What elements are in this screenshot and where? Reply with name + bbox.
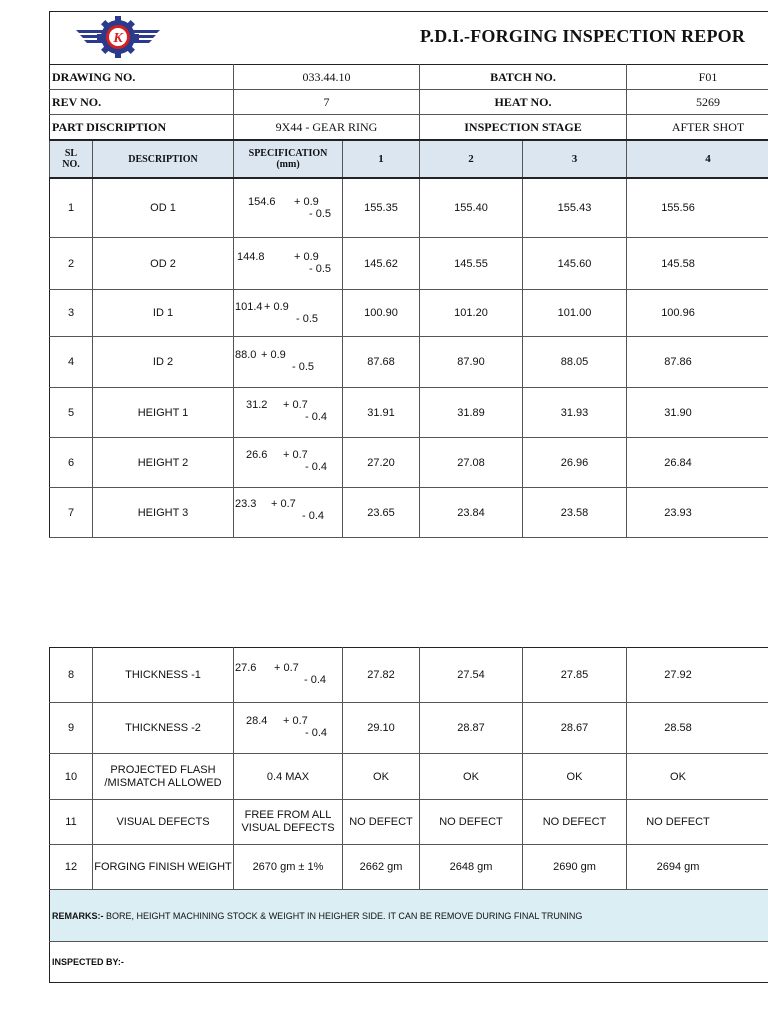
- row-sample-2: 23.84: [420, 488, 523, 538]
- row-sample-4: 87.86: [627, 337, 768, 388]
- spec-minus-tol: - 0.4: [305, 461, 328, 473]
- row-sample-3: 27.85: [523, 648, 627, 703]
- spec-minus-tol: - 0.5: [296, 313, 319, 325]
- col-header-specification: SPECIFICATION (mm): [234, 140, 343, 178]
- row-sample-3: OK: [523, 754, 627, 800]
- row-description: ID 2: [93, 337, 234, 388]
- row-sample-2: 27.08: [420, 438, 523, 488]
- row-sl: 1: [50, 178, 93, 238]
- row-sample-3: 31.93: [523, 388, 627, 438]
- spec-nominal: 26.6: [246, 449, 268, 461]
- part-description-label: PART DISCRIPTION: [50, 115, 234, 141]
- table-row: [50, 800, 768, 845]
- table-row: [50, 648, 768, 703]
- row-description: OD 2: [93, 238, 234, 290]
- remarks-label: REMARKS:-: [52, 910, 104, 921]
- row-sl: 6: [50, 438, 93, 488]
- spec-nominal: 144.8: [237, 251, 265, 263]
- report-header: [49, 12, 768, 64]
- row-specification: [234, 488, 343, 538]
- spec-plus-tol: + 0.9: [261, 349, 286, 361]
- row-specification: [234, 703, 343, 754]
- row-sl: 7: [50, 488, 93, 538]
- row-sample-2: 101.20: [420, 290, 523, 337]
- table-row: [50, 337, 768, 388]
- row-description: THICKNESS -1: [93, 648, 234, 703]
- row-sample-1: 100.90: [343, 290, 420, 337]
- row-description: ID 1: [93, 290, 234, 337]
- table-row: [50, 488, 768, 538]
- spec-minus-tol: - 0.4: [305, 411, 328, 423]
- row-specification: 0.4 MAX: [234, 754, 343, 800]
- row-sample-1: 29.10: [343, 703, 420, 754]
- row-sl: 10: [50, 754, 93, 800]
- row-description: OD 1: [93, 178, 234, 238]
- spec-minus-tol: - 0.5: [309, 263, 332, 275]
- spec-nominal: 88.0: [235, 349, 257, 361]
- row-sample-1: 145.62: [343, 238, 420, 290]
- row-sample-1: 2662 gm: [343, 845, 420, 890]
- heat-no-value: 5269: [627, 90, 768, 115]
- row-sample-4: NO DEFECT: [627, 800, 768, 845]
- row-sample-2: 155.40: [420, 178, 523, 238]
- spec-plus-tol: + 0.9: [294, 251, 319, 263]
- row-sample-1: NO DEFECT: [343, 800, 420, 845]
- spec-minus-tol: - 0.5: [309, 208, 332, 220]
- company-logo: [74, 16, 162, 58]
- col-header-sample-1: 1: [343, 140, 420, 178]
- spec-plus-tol: + 0.9: [264, 301, 289, 313]
- table-row: [50, 845, 768, 890]
- spec-nominal: 28.4: [246, 715, 268, 727]
- row-sample-4: 145.58: [627, 238, 768, 290]
- row-sample-1: 27.20: [343, 438, 420, 488]
- spec-minus-tol: - 0.4: [305, 727, 328, 739]
- inspection-stage-value: AFTER SHOT: [627, 115, 768, 141]
- row-sample-3: 101.00: [523, 290, 627, 337]
- row-sl: 12: [50, 845, 93, 890]
- row-sl: 9: [50, 703, 93, 754]
- row-sample-3: 28.67: [523, 703, 627, 754]
- drawing-no-value: 033.44.10: [234, 65, 420, 90]
- spec-plus-tol: + 0.7: [283, 399, 308, 411]
- table-row: [50, 290, 768, 337]
- row-description: THICKNESS -2: [93, 703, 234, 754]
- spec-plus-tol: + 0.9: [294, 196, 319, 208]
- row-description: HEIGHT 3: [93, 488, 234, 538]
- row-description: HEIGHT 1: [93, 388, 234, 438]
- row-specification: [234, 648, 343, 703]
- spec-nominal: 23.3: [235, 498, 257, 510]
- row-sample-3: 26.96: [523, 438, 627, 488]
- row-sample-4: 26.84: [627, 438, 768, 488]
- table-row: [50, 178, 768, 238]
- spec-nominal: 101.4: [235, 301, 263, 313]
- row-sample-3: 23.58: [523, 488, 627, 538]
- row-sample-4: 28.58: [627, 703, 768, 754]
- batch-no-value: F01: [627, 65, 768, 90]
- row-specification: [234, 337, 343, 388]
- row-sample-2: 28.87: [420, 703, 523, 754]
- row-specification: [234, 238, 343, 290]
- spec-plus-tol: + 0.7: [283, 715, 308, 727]
- row-description: VISUAL DEFECTS: [93, 800, 234, 845]
- col-header-sample-2: 2: [420, 140, 523, 178]
- row-sample-3: 155.43: [523, 178, 627, 238]
- spec-minus-tol: - 0.4: [302, 510, 325, 522]
- rev-no-value: 7: [234, 90, 420, 115]
- row-sample-3: 88.05: [523, 337, 627, 388]
- row-sample-1: 23.65: [343, 488, 420, 538]
- row-sample-2: 145.55: [420, 238, 523, 290]
- remarks-cell: [50, 890, 768, 942]
- inspected-by-label: INSPECTED BY:-: [50, 942, 768, 983]
- row-sample-3: 2690 gm: [523, 845, 627, 890]
- row-sample-1: 27.82: [343, 648, 420, 703]
- spec-nominal: 154.6: [248, 196, 276, 208]
- col-header-sample-4: 4: [627, 140, 768, 178]
- inspection-stage-label: INSPECTION STAGE: [420, 115, 627, 141]
- row-specification: FREE FROM ALL VISUAL DEFECTS: [234, 800, 343, 845]
- table-row: [50, 754, 768, 800]
- spec-minus-tol: - 0.5: [292, 361, 315, 373]
- col-header-sl: SL NO.: [50, 140, 93, 178]
- row-specification: [234, 178, 343, 238]
- row-sample-1: OK: [343, 754, 420, 800]
- spec-minus-tol: - 0.4: [304, 674, 327, 686]
- spec-nominal: 27.6: [235, 662, 257, 674]
- col-header-sample-3: 3: [523, 140, 627, 178]
- rev-no-label: REV NO.: [50, 90, 234, 115]
- logo-letter: K: [113, 31, 123, 46]
- inspection-table-bottom: [49, 647, 768, 983]
- remarks-text: BORE, HEIGHT MACHINING STOCK & WEIGHT IN HEIGHER SIDE. IT CAN BE REMOVE DURING FINAL TRUNING: [103, 910, 583, 921]
- row-sl: 2: [50, 238, 93, 290]
- spec-plus-tol: + 0.7: [271, 498, 296, 510]
- spec-plus-tol: + 0.7: [274, 662, 299, 674]
- row-sample-2: NO DEFECT: [420, 800, 523, 845]
- table-row: [50, 238, 768, 290]
- row-sample-2: 31.89: [420, 388, 523, 438]
- row-sample-1: 87.68: [343, 337, 420, 388]
- row-sl: 5: [50, 388, 93, 438]
- spec-plus-tol: + 0.7: [283, 449, 308, 461]
- row-sample-4: 155.56: [627, 178, 768, 238]
- row-specification: [234, 290, 343, 337]
- row-sl: 4: [50, 337, 93, 388]
- row-description: FORGING FINISH WEIGHT: [93, 845, 234, 890]
- row-sample-3: 145.60: [523, 238, 627, 290]
- row-sample-2: 87.90: [420, 337, 523, 388]
- part-description-value: 9X44 - GEAR RING: [234, 115, 420, 141]
- row-sl: 11: [50, 800, 93, 845]
- col-header-description: DESCRIPTION: [93, 140, 234, 178]
- batch-no-label: BATCH NO.: [420, 65, 627, 90]
- spec-nominal: 31.2: [246, 399, 268, 411]
- row-sample-4: 100.96: [627, 290, 768, 337]
- table-row: [50, 703, 768, 754]
- row-sample-4: 27.92: [627, 648, 768, 703]
- row-sl: 8: [50, 648, 93, 703]
- row-specification: 2670 gm ± 1%: [234, 845, 343, 890]
- row-specification: [234, 388, 343, 438]
- row-sample-4: OK: [627, 754, 768, 800]
- row-sample-4: 31.90: [627, 388, 768, 438]
- report-title: P.D.I.-FORGING INSPECTION REPOR: [420, 26, 746, 46]
- heat-no-label: HEAT NO.: [420, 90, 627, 115]
- inspection-table-top: [49, 64, 768, 538]
- row-description: HEIGHT 2: [93, 438, 234, 488]
- row-sample-1: 155.35: [343, 178, 420, 238]
- row-sample-3: NO DEFECT: [523, 800, 627, 845]
- table-row: [50, 388, 768, 438]
- row-sample-4: 23.93: [627, 488, 768, 538]
- row-sample-1: 31.91: [343, 388, 420, 438]
- row-sample-4: 2694 gm: [627, 845, 768, 890]
- table-row: [50, 438, 768, 488]
- row-sl: 3: [50, 290, 93, 337]
- row-specification: [234, 438, 343, 488]
- row-sample-2: 27.54: [420, 648, 523, 703]
- drawing-no-label: DRAWING NO.: [50, 65, 234, 90]
- row-sample-2: OK: [420, 754, 523, 800]
- row-sample-2: 2648 gm: [420, 845, 523, 890]
- row-description: PROJECTED FLASH /MISMATCH ALLOWED: [93, 754, 234, 800]
